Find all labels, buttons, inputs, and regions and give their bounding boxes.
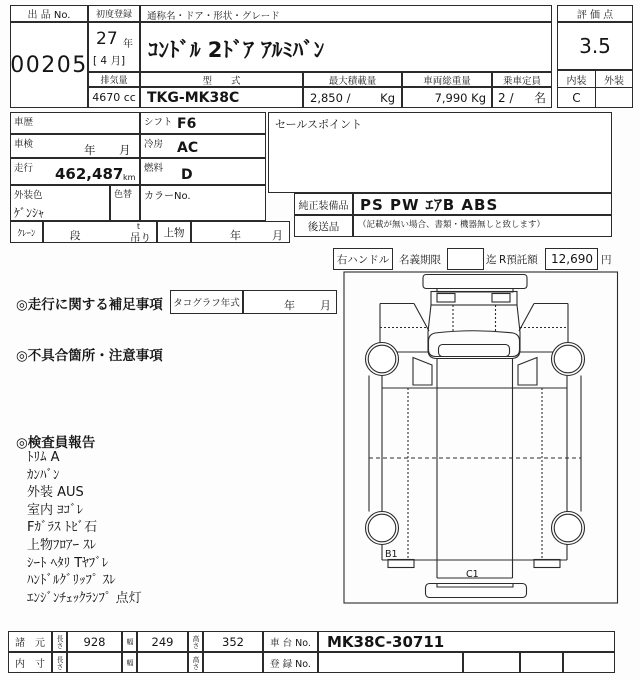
interior-header: 内装	[557, 70, 596, 88]
damage-mark-c1: C1	[466, 569, 479, 580]
inspection-cell: 車検 年 月	[10, 134, 140, 158]
inspector-report-list	[27, 449, 142, 607]
inspector-item: 上物ﾌﾛｱｰ ｽﾚ	[27, 537, 97, 553]
front-bumper	[423, 275, 527, 289]
cargo-inner-sides	[382, 376, 567, 560]
shift-value: F6	[177, 116, 197, 132]
steering-badge: 右ハンドル	[333, 248, 393, 270]
displacement-header: 排気量	[88, 72, 140, 87]
first-registration-header: 初度登録	[88, 5, 140, 22]
grade-score: 3.5	[557, 22, 633, 70]
interior-grade: C	[557, 87, 596, 108]
tachograph-value-cell: 年 月	[243, 290, 337, 314]
later-items-label-cell: 後送品	[294, 215, 353, 237]
inspector-item: ｴﾝｼﾞﾝﾁｪｯｸﾗﾝﾌﾟ 点灯	[27, 590, 142, 606]
mileage-cell: 走行 462,487 km	[10, 158, 140, 185]
until-label: 迄	[486, 254, 497, 266]
deposit-label: R預託額	[499, 254, 538, 266]
gross-weight-header: 車両総重量	[402, 72, 492, 87]
inner-width-label: 幅	[122, 652, 137, 673]
yen-label: 円	[601, 254, 612, 266]
capacity-unit: 名	[533, 91, 546, 105]
chassis-no: MK38C-30711	[318, 631, 615, 652]
spec-length: 928	[67, 631, 122, 652]
reg-no-cell-2	[463, 652, 520, 673]
chassis-rails	[437, 359, 513, 579]
reg-no-cell-1	[318, 652, 463, 673]
cargo-outer-sides	[369, 376, 581, 512]
inner-width	[137, 652, 188, 673]
max-load-value	[303, 87, 402, 108]
history-cell: 車歴	[10, 112, 140, 134]
inspector-item: Fｶﾞﾗｽ ﾄﾋﾞ石	[27, 520, 98, 536]
reg-no-cell-3	[520, 652, 563, 673]
mileage-value: 462,487	[55, 165, 124, 183]
vehicle-diagram	[343, 271, 619, 604]
gross-weight: 7,990 Kg	[402, 87, 492, 108]
equipment-value: PS PW ｴｱB ABS	[353, 193, 612, 215]
defect-heading: ◎不具合箇所・注意事項	[16, 348, 163, 364]
sales-point-label: セールスポイント	[275, 118, 363, 131]
inspector-item: 室内 ﾖｺﾞﾚ	[27, 502, 84, 518]
cooling-cell: 冷房 AC	[140, 134, 266, 158]
windshield	[429, 331, 520, 357]
height-label: 高さ	[188, 631, 203, 652]
equipment-label-cell: 純正装備品	[294, 193, 353, 215]
spec-height: 352	[203, 631, 263, 652]
max-load-unit: Kg	[380, 90, 395, 105]
lot-no: 00205	[10, 22, 88, 108]
later-items-note: （記載が無い場合、書類・機器無しと致します）	[358, 220, 546, 230]
cooling-value: AC	[177, 140, 199, 156]
max-load-header: 最大積載量	[303, 72, 402, 87]
vehicle-name: ｺﾝﾄﾞﾙ 2ﾄﾞｱ ｱﾙﾐﾊﾞﾝ	[148, 38, 325, 62]
exterior-header: 外装	[595, 70, 633, 88]
vehicle-name-header: 通称名・ドア・形状・グレード	[140, 5, 552, 22]
exterior-grade	[595, 87, 633, 108]
name-limit-box	[447, 248, 484, 270]
year-unit: 年	[123, 39, 133, 50]
damage-mark-b1: B1	[385, 549, 398, 560]
mileage-unit: km	[123, 173, 136, 182]
exterior-color-cell: 外装色 ｹﾞﾝｼｬ	[10, 185, 110, 221]
capacity: 2 /	[498, 90, 514, 105]
fuel-value: D	[181, 167, 193, 183]
spec-width: 249	[137, 631, 188, 652]
shift-cell: シフト F6	[140, 112, 266, 134]
lot-no-header: 出 品 No.	[10, 5, 88, 22]
rear-bumper	[426, 584, 527, 598]
inspector-item: 外装 AUS	[27, 485, 84, 501]
crane-cell: 段 t 吊り	[43, 221, 157, 243]
model-code: TKG-MK38C	[140, 87, 303, 108]
reg-no-cell-4	[563, 652, 615, 673]
name-limit-label: 名義期限	[399, 254, 441, 266]
first-registration-month: [ 4 月]	[93, 55, 126, 67]
inner-height	[203, 652, 263, 673]
capacity-value	[492, 87, 552, 108]
inspector-heading: ◎検査員報告	[16, 435, 96, 451]
capacity-header: 乗車定員	[492, 72, 552, 87]
inner-length	[67, 652, 122, 673]
mirror-arms	[414, 304, 534, 332]
model-header: 型 式	[140, 72, 303, 87]
first-registration-year: 27	[96, 29, 118, 49]
body-label-cell: 上物	[157, 221, 191, 243]
inner-dim-row-label: 内 寸	[8, 652, 52, 673]
inspector-item: ｼｰﾄ ﾍﾀﾘ Tﾔﾌﾞﾚ	[27, 555, 109, 571]
crane-label-cell: ｸﾚｰﾝ	[10, 221, 43, 243]
first-registration-cell	[88, 22, 140, 72]
spec-row-label: 諸 元	[8, 631, 52, 652]
sales-point-box	[268, 112, 612, 193]
exterior-color: ｹﾞﾝｼｬ	[14, 206, 45, 220]
width-label: 幅	[122, 631, 137, 652]
chassis-no-label: 車 台 No.	[263, 631, 318, 652]
deposit-value: 12,690	[545, 248, 598, 270]
color-change-cell: 色替	[110, 185, 140, 221]
wheels	[366, 343, 585, 545]
color-no-cell: カラーNo.	[140, 185, 266, 221]
score-header: 評 価 点	[557, 5, 633, 22]
body-date-cell: 年 月	[191, 221, 290, 243]
inspector-item: ｶﾝﾊﾞﾝ	[27, 467, 60, 483]
inspector-item: ﾄﾘﾑ A	[27, 450, 60, 465]
fuel-cell: 燃料 D	[140, 158, 266, 185]
mileage-note-heading: ◎走行に関する補足事項	[16, 297, 163, 313]
reg-no-label: 登 録 No.	[263, 652, 318, 673]
vehicle-name-cell	[140, 22, 552, 72]
inspector-item: ﾊﾝﾄﾞﾙｸﾞﾘｯﾌﾟ ｽﾚ	[27, 573, 116, 589]
length-label: 長さ	[52, 631, 67, 652]
displacement-value: 4670 cc	[88, 87, 140, 108]
tachograph-label-cell: タコグラフ年式	[170, 290, 243, 314]
inner-height-label: 高さ	[188, 652, 203, 673]
max-load: 2,850 /	[310, 90, 351, 105]
later-items-cell	[353, 215, 612, 237]
inner-length-label: 長さ	[52, 652, 67, 673]
